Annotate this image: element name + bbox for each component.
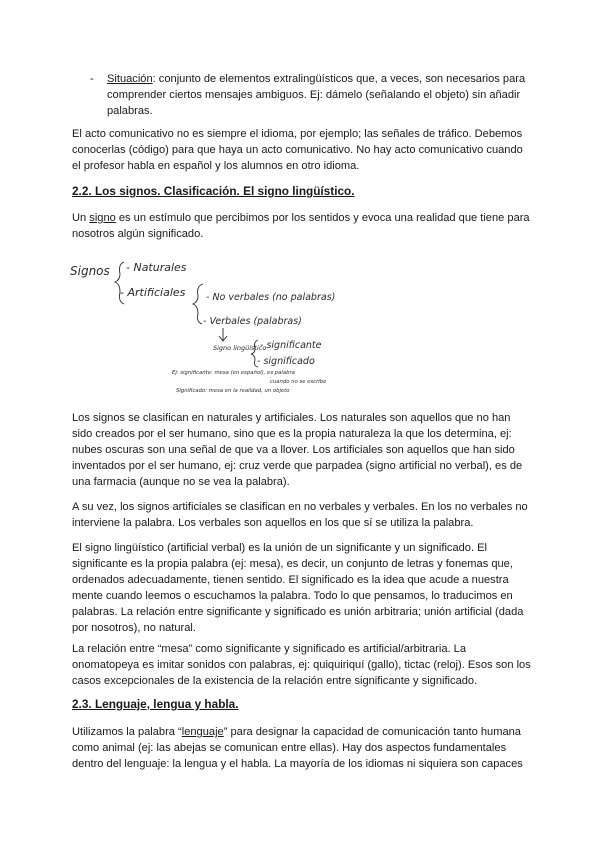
sketch-verbales: - Verbales (palabras) [203,316,302,327]
handwritten-diagram [60,252,360,402]
para2-before: Un [72,212,90,224]
sketch-note-1: Ej: significante: mesa (en español), es palabra [172,370,295,376]
para7-before: Utilizamos la palabra “ [72,726,182,738]
term-signo: signo [89,212,116,224]
sketch-signos: Signos [70,264,110,278]
term-lenguaje: lenguaje [181,726,224,738]
paragraph-clasificacion: Los signos se clasifican en naturales y artificiales. Los naturales son aquellos que no han sido creados por el ser humano, sino que es la propia naturaleza la que los determina, ej: nubes oscuras son una señal de que va a llover. Los artificiales son aquellos que han sido inventados por el ser humano, ej: cruz verde que parpadea (signo artificial no verbal), es de una farmacia (aunque no se vea la palabra). [72,412,523,488]
term-situacion: Situación [107,73,153,85]
para7-after: ” para designar la capacidad de comunicación tanto humana como animal (ej: las abejas se comunican entre ellas). Hay dos aspectos fundamentales dentro del lenguaje: la lengua y el habla. La mayoría de los idiomas ni siquiera son capaces [72,726,523,770]
sketch-significado: - significado [257,356,315,367]
paragraph-signo-linguistico: El signo lingüístico (artificial verbal) es la unión de un significante y un significado. El significante es la propia palabra (ej: mesa), es decir, un conjunto de letras y fonemas que, ordenados adecuadamente, tienen sentido. El significado es la idea que acude a nuestra mente cuando leemos o escuchamos la palabra. Todo lo que pensamos, lo traducimos en palabras. La relación entre significante y significado es unión arbitraria; unión artificial (dada por nosotros), no natural. [72,542,524,634]
paragraph-lenguaje [72,725,532,773]
sketch-artificiales: - Artificiales [120,286,186,299]
paragraph-artificiales: A su vez, los signos artificiales se clasifican en no verbales y verbales. En los no verbales no interviene la palabra. Los verbales son aquellos en los que sí se utiliza la palabra. [72,501,528,529]
paragraph-definicion-signo [72,211,532,243]
bullet-dash: - [90,73,94,85]
para2-after: es un estímulo que percibimos por los sentidos y evoca una realidad que tiene para nosotros algún significado. [72,212,530,240]
heading-signos: 2.2. Los signos. Clasificación. El signo lingüístico. [72,184,355,198]
brace-artificiales [193,284,203,324]
sketch-naturales: - Naturales [126,261,187,274]
bullet-definition: : conjunto de elementos extralingüísticos que, a veces, son necesarios para comprender ciertos mensajes ambiguos. Ej: dámelo (señalando el objeto) sin añadir palabras. [107,73,526,117]
sketch-note-2: Significado: mesa en la realidad, un objeto [176,388,290,394]
sketch-note-1b: cuando no se escribe [270,379,327,385]
arrow-down [219,328,227,341]
heading-lenguaje: 2.3. Lenguaje, lengua y habla. [72,697,239,711]
paragraph-acto-comunicativo: El acto comunicativo no es siempre el idioma, por ejemplo; las señales de tráfico. Debemos conocerlas (código) para que haya un acto comunicativo. No hay acto comunicativo cuando el profesor habla en español y los alumnos en otro idioma. [72,128,523,172]
sketch-signo-ling: Signo lingüístico [213,344,267,352]
bullet-text [107,72,532,120]
sketch-no-verbales: - No verbales (no palabras) [206,292,336,303]
paragraph-mesa-onomatopeya: La relación entre “mesa” como significante y significado es artificial/arbitraria. La onomatopeya es imitar sonidos con palabras, ej: quiquiriquí (gallo), tictac (reloj). Esos son los casos excepcionales de la existencia de la relación entre significante y significado. [72,643,531,687]
sketch-significante: - significante [260,340,322,351]
